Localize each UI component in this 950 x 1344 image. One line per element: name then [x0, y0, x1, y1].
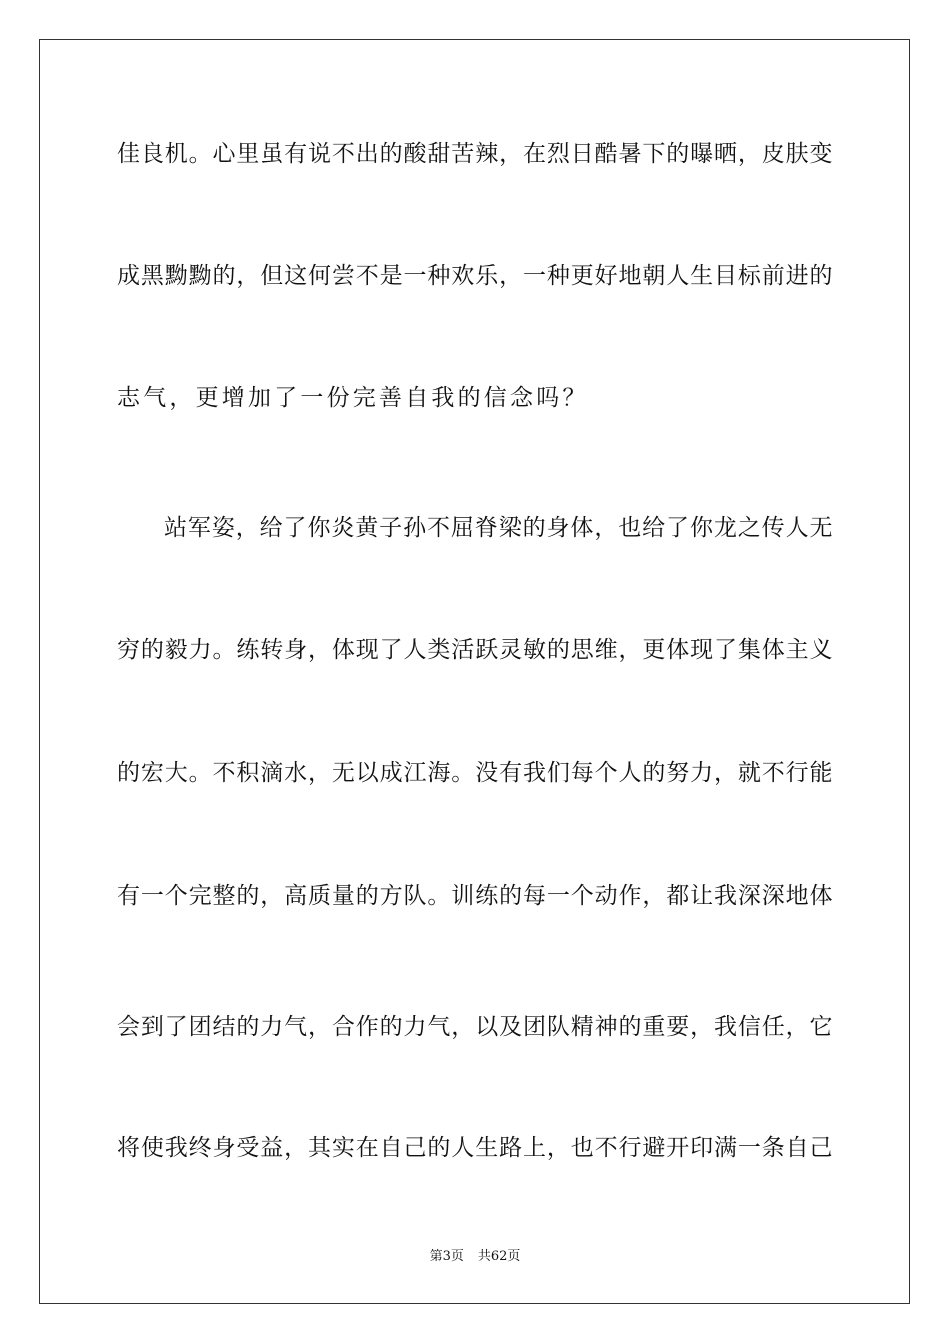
body-line-7: 有一个完整的，高质量的方队。训练的每一个动作，都让我深深地体: [117, 883, 833, 909]
body-line-8: 会到了团结的力气，合作的力气，以及团队精神的重要，我信任，它: [117, 1014, 833, 1040]
page-number: 第3页: [429, 1249, 464, 1264]
body-line-9: 将使我终身受益，其实在自己的人生路上，也不行避开印满一条自己: [117, 1135, 833, 1161]
page-total: 共62页: [477, 1249, 521, 1264]
page-footer: [0, 1248, 950, 1266]
body-line-6: 的宏大。不积滴水，无以成江海。没有我们每个人的努力，就不行能: [117, 760, 833, 786]
body-line-5: 穷的毅力。练转身，体现了人类活跃灵敏的思维，更体现了集体主义: [117, 637, 833, 663]
body-line-1: 佳良机。心里虽有说不出的酸甜苦辣，在烈日酷暑下的曝晒，皮肤变: [117, 141, 833, 167]
body-line-2: 成黑黝黝的，但这何尝不是一种欢乐，一种更好地朝人生目标前进的: [117, 263, 833, 289]
page-border: [39, 39, 910, 1304]
body-line-4: 站军姿，给了你炎黄子孙不屈脊梁的身体，也给了你龙之传人无: [164, 515, 833, 541]
body-line-3: 志气，更增加了一份完善自我的信念吗？: [117, 385, 589, 411]
